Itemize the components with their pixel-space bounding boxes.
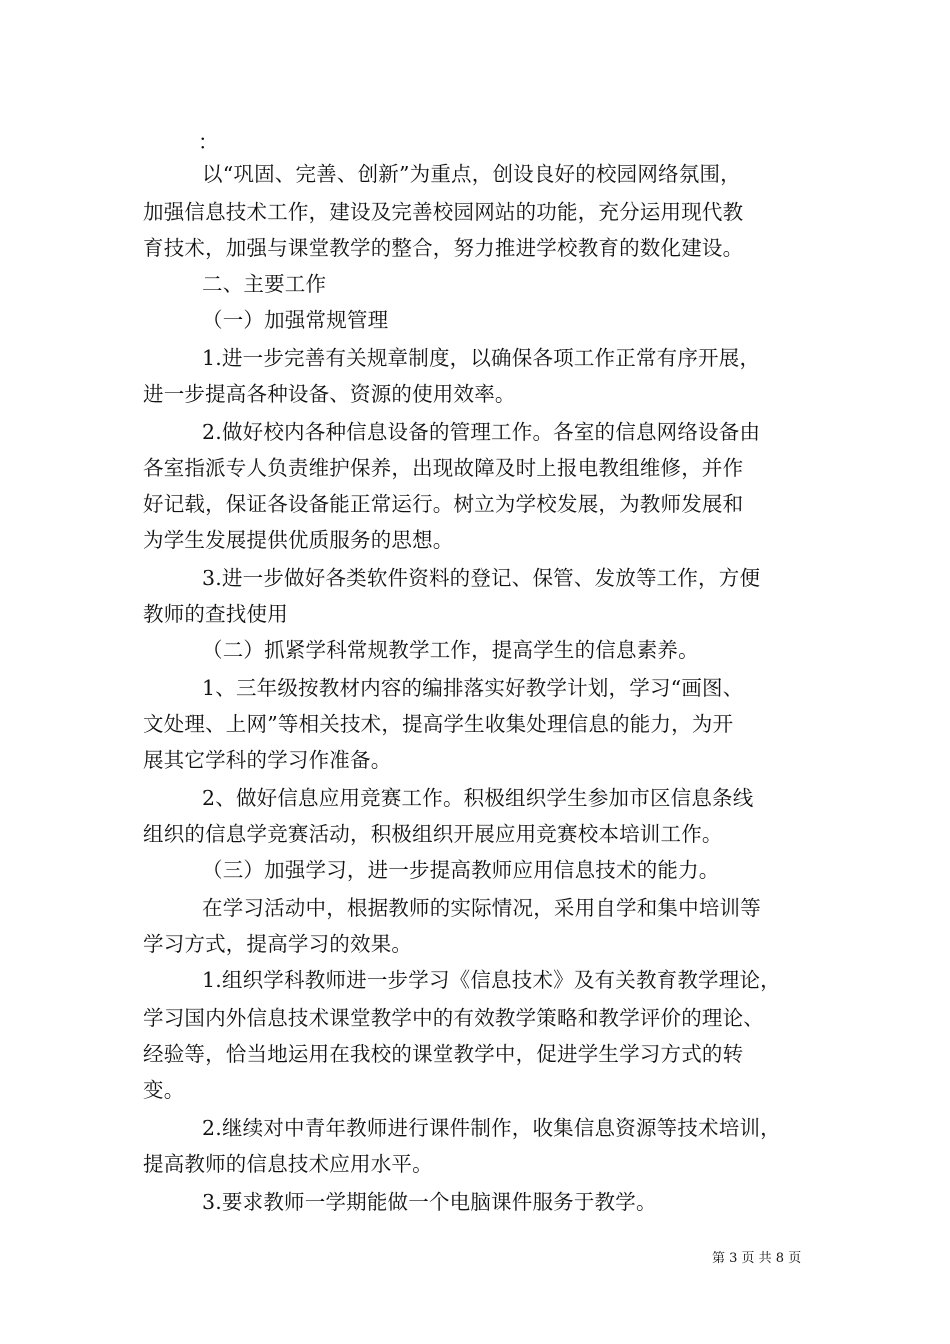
text-line: 2.继续对中青年教师进行课件制作，收集信息资源等技术培训，: [202, 1116, 781, 1140]
text-line: 加强信息技术工作，建设及完善校园网站的功能，充分运用现代教: [143, 200, 744, 224]
text-line: 1、三年级按教材内容的编排落实好教学计划，学习“画图、: [202, 676, 744, 700]
text-line: 经验等，恰当地运用在我校的课堂教学中，促进学生学习方式的转: [143, 1042, 744, 1066]
text-line: 展其它学科的学习作准备。: [143, 748, 392, 772]
text-line: 各室指派专人负责维护保养，出现故障及时上报电教组维修，并作: [143, 456, 744, 480]
text-line: 文处理、上网”等相关技术，提高学生收集处理信息的能力，为开: [143, 712, 734, 736]
subsection-heading: （二）抓紧学科常规教学工作，提高学生的信息素养。: [202, 638, 699, 662]
text-line: 教师的查找使用: [143, 602, 288, 626]
text-line: 以“巩固、完善、创新”为重点，创设良好的校园网络氛围，: [202, 162, 741, 186]
text-line: 变。: [143, 1078, 185, 1102]
text-line: 组织的信息学竞赛活动，积极组织开展应用竞赛校本培训工作。: [143, 822, 723, 846]
text-line: 学习国内外信息技术课堂教学中的有效教学策略和教学评价的理论、: [143, 1006, 764, 1030]
text-line: 2、做好信息应用竞赛工作。积极组织学生参加市区信息条线: [202, 786, 754, 810]
text-line: 进一步提高各种设备、资源的使用效率。: [143, 382, 516, 406]
text-line: 3.要求教师一学期能做一个电脑课件服务于教学。: [202, 1190, 657, 1214]
text-line: 1.组织学科教师进一步学习《信息技术》及有关教育教学理论，: [202, 968, 781, 992]
text-line: 1.进一步完善有关规章制度，以确保各项工作正常有序开展，: [202, 346, 761, 370]
text-line: 提高教师的信息技术应用水平。: [143, 1152, 433, 1176]
section-heading: 二、主要工作: [202, 272, 327, 296]
text-line: 好记载，保证各设备能正常运行。树立为学校发展，为教师发展和: [143, 492, 744, 516]
text-line: 在学习活动中，根据教师的实际情况，采用自学和集中培训等: [202, 896, 761, 920]
text-line: 学习方式，提高学习的效果。: [143, 932, 413, 956]
text-line: ：: [198, 130, 219, 154]
text-line: 2.做好校内各种信息设备的管理工作。各室的信息网络设备由: [202, 420, 761, 444]
text-line: 3.进一步做好各类软件资料的登记、保管、发放等工作，方便: [202, 566, 761, 590]
text-line: 育技术，加强与课堂教学的整合，努力推进学校教育的数化建设。: [143, 236, 744, 260]
text-line: 为学生发展提供优质服务的思想。: [143, 528, 454, 552]
subsection-heading: （一）加强常规管理: [202, 308, 389, 332]
page-number: 第 3 页 共 8 页: [712, 1251, 802, 1266]
subsection-heading: （三）加强学习，进一步提高教师应用信息技术的能力。: [202, 858, 720, 882]
